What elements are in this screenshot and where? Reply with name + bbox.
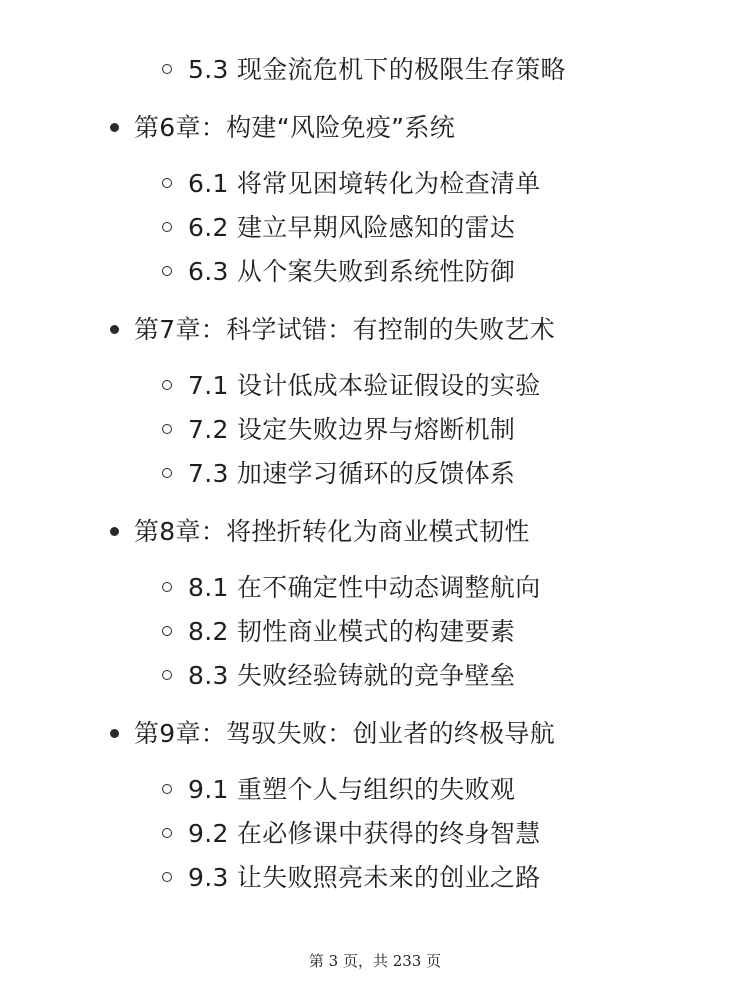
toc-section-text: 6.1 将常见困境转化为检查清单: [188, 169, 541, 198]
toc-section-item: [0, 656, 750, 696]
toc-chapter-item: [0, 310, 750, 350]
filled-circle-bullet-icon: [110, 123, 119, 132]
hollow-circle-bullet-icon: [162, 626, 172, 636]
toc-section-item: [0, 454, 750, 494]
hollow-circle-bullet-icon: [162, 582, 172, 592]
toc-section-item: [0, 252, 750, 292]
toc-section-text: 9.2 在必修课中获得的终身智慧: [188, 819, 541, 848]
toc-section-text: 7.1 设计低成本验证假设的实验: [188, 371, 541, 400]
toc-section-item: [0, 568, 750, 608]
filled-circle-bullet-icon: [110, 325, 119, 334]
toc-chapter-text: 第8章：将挫折转化为商业模式韧性: [134, 517, 530, 546]
hollow-circle-bullet-icon: [162, 424, 172, 434]
hollow-circle-bullet-icon: [162, 784, 172, 794]
toc-section-item: [0, 50, 750, 90]
toc-section-item: [0, 208, 750, 248]
hollow-circle-bullet-icon: [162, 64, 172, 74]
toc-section-text: 9.1 重塑个人与组织的失败观: [188, 775, 516, 804]
toc-section-text: 9.3 让失败照亮未来的创业之路: [188, 863, 541, 892]
toc-section-text: 8.3 失败经验铸就的竞争壁垒: [188, 661, 516, 690]
toc-section-text: 8.2 韧性商业模式的构建要素: [188, 617, 516, 646]
hollow-circle-bullet-icon: [162, 178, 172, 188]
hollow-circle-bullet-icon: [162, 828, 172, 838]
toc-section-text: 6.3 从个案失败到系统性防御: [188, 257, 516, 286]
filled-circle-bullet-icon: [110, 527, 119, 536]
toc-section-item: [0, 770, 750, 810]
toc-section-item: [0, 858, 750, 898]
toc-chapter-text: 第6章：构建“风险免疫”系统: [134, 113, 456, 142]
toc-section-text: 7.2 设定失败边界与熔断机制: [188, 415, 516, 444]
toc-section-item: [0, 612, 750, 652]
hollow-circle-bullet-icon: [162, 872, 172, 882]
page-number-footer: 第 3 页，共 233 页: [308, 952, 442, 970]
toc-section-item: [0, 410, 750, 450]
toc-chapter-item: [0, 512, 750, 552]
hollow-circle-bullet-icon: [162, 670, 172, 680]
toc-chapter-item: [0, 714, 750, 754]
filled-circle-bullet-icon: [110, 729, 119, 738]
toc-chapter-text: 第7章：科学试错：有控制的失败艺术: [134, 315, 556, 344]
hollow-circle-bullet-icon: [162, 222, 172, 232]
toc-section-text: 5.3 现金流危机下的极限生存策略: [188, 55, 566, 84]
toc-section-text: 6.2 建立早期风险感知的雷达: [188, 213, 516, 242]
hollow-circle-bullet-icon: [162, 380, 172, 390]
toc-section-item: [0, 366, 750, 406]
toc-section-item: [0, 814, 750, 854]
toc-section-text: 8.1 在不确定性中动态调整航向: [188, 573, 541, 602]
hollow-circle-bullet-icon: [162, 266, 172, 276]
toc-section-item: [0, 164, 750, 204]
toc-chapter-text: 第9章：驾驭失败：创业者的终极导航: [134, 719, 556, 748]
toc-chapter-item: [0, 108, 750, 148]
toc-section-text: 7.3 加速学习循环的反馈体系: [188, 459, 516, 488]
hollow-circle-bullet-icon: [162, 468, 172, 478]
